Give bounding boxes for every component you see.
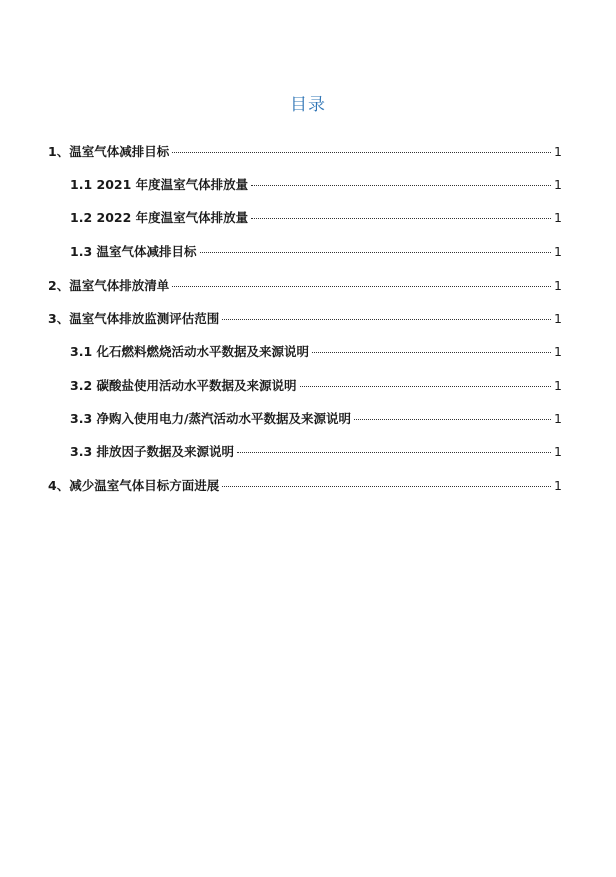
toc-dot-leader [300, 386, 552, 387]
toc-dot-leader [222, 319, 551, 320]
toc-entry-label: 3、温室气体排放监测评估范围 [48, 311, 220, 326]
toc-dot-leader [172, 152, 551, 153]
toc-dot-leader [222, 486, 551, 487]
toc-entry-3-1[interactable] [70, 342, 562, 364]
toc-entry-2[interactable] [48, 276, 562, 298]
toc-page-number: 1 [554, 278, 562, 293]
toc-page-number: 1 [554, 378, 562, 393]
toc-entry-3-3[interactable] [70, 409, 562, 431]
toc-page-number: 1 [554, 177, 562, 192]
toc-dot-leader [354, 419, 551, 420]
toc-page-number: 1 [554, 411, 562, 426]
toc-entry-1[interactable] [48, 142, 562, 164]
toc-entry-1-2[interactable] [70, 208, 562, 230]
toc-dot-leader [251, 218, 551, 219]
toc-dot-leader [200, 252, 552, 253]
toc-page-number: 1 [554, 244, 562, 259]
toc-entry-3-3b[interactable] [70, 442, 562, 464]
toc-page-number: 1 [554, 344, 562, 359]
toc-entry-label: 3.3 净购入使用电力/蒸汽活动水平数据及来源说明 [70, 411, 352, 426]
toc-entry-label: 3.1 化石燃料燃烧活动水平数据及来源说明 [70, 344, 309, 359]
toc-title: 目录 [290, 95, 326, 115]
toc-dot-leader [251, 185, 551, 186]
toc-entry-label: 3.2 碳酸盐使用活动水平数据及来源说明 [70, 378, 297, 393]
toc-entry-label: 3.3 排放因子数据及来源说明 [70, 444, 234, 459]
toc-entry-label: 2、温室气体排放清单 [48, 278, 170, 293]
toc-entry-3[interactable] [48, 309, 562, 331]
toc-entry-label: 4、减少温室气体目标方面进展 [48, 478, 220, 493]
toc-entry-label: 1.2 2022 年度温室气体排放量 [70, 210, 249, 225]
toc-page-number: 1 [554, 210, 562, 225]
toc-dot-leader [237, 452, 551, 453]
toc-entry-label: 1、温室气体减排目标 [48, 144, 170, 159]
toc-page-number: 1 [554, 478, 562, 493]
toc-entry-label: 1.3 温室气体减排目标 [70, 244, 197, 259]
toc-entry-4[interactable] [48, 476, 562, 498]
toc-entry-label: 1.1 2021 年度温室气体排放量 [70, 177, 249, 192]
toc-page-number: 1 [554, 144, 562, 159]
toc-dot-leader [312, 352, 551, 353]
toc-entry-1-1[interactable] [70, 175, 562, 197]
toc-entry-1-3[interactable] [70, 242, 562, 264]
toc-dot-leader [172, 286, 551, 287]
toc-page-number: 1 [554, 444, 562, 459]
toc-page-number: 1 [554, 311, 562, 326]
toc-entry-3-2[interactable] [70, 376, 562, 398]
